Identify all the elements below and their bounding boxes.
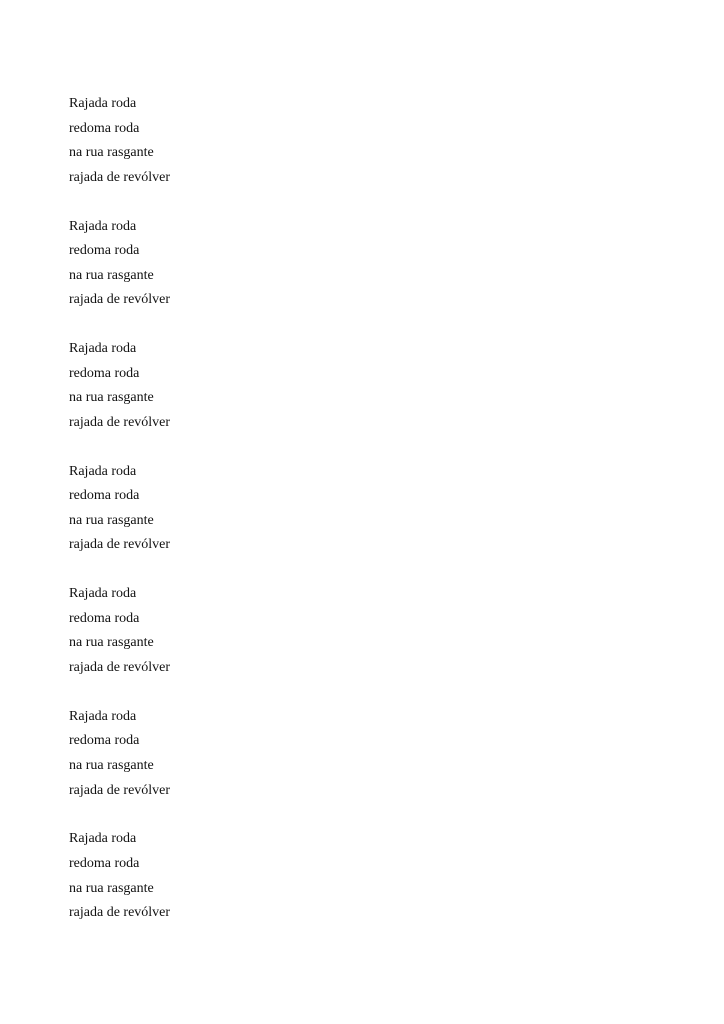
stanza-6 [69,705,170,803]
poem-line: na rua rasgante [69,145,154,161]
poem-line: redoma roda [69,733,140,749]
stanza-3 [69,337,170,435]
stanza-1 [69,92,170,190]
poem-line: Rajada roda [69,341,137,357]
poem-line: redoma roda [69,855,140,871]
poem-line: na rua rasgante [69,880,154,896]
poem-line: na rua rasgante [69,635,154,651]
poem-line: redoma roda [69,243,140,259]
poem-line: rajada de revólver [69,169,171,185]
poem-line: rajada de revólver [69,905,171,921]
poem-line: na rua rasgante [69,267,154,283]
poem-line: na rua rasgante [69,390,154,406]
poem-line: rajada de revólver [69,537,171,553]
poem-line: Rajada roda [69,708,137,724]
stanza-7 [69,827,170,925]
stanza-5 [69,582,170,680]
poem-line: redoma roda [69,365,140,381]
poem-line: Rajada roda [69,463,137,479]
poem-line: Rajada roda [69,96,137,111]
stanza-2 [69,215,170,313]
poem-line: rajada de revólver [69,660,171,676]
poem-line: rajada de revólver [69,782,171,798]
poem-line: rajada de revólver [69,414,171,430]
poem-line: redoma roda [69,120,140,136]
poem-line: Rajada roda [69,831,137,847]
poem-text [69,92,170,950]
poem-line: Rajada roda [69,586,137,602]
poem-line: redoma roda [69,488,140,504]
poem-line: redoma roda [69,610,140,626]
stanza-4 [69,460,170,558]
poem-line: na rua rasgante [69,758,154,773]
poem-line: na rua rasgante [69,512,154,528]
poem-line: rajada de revólver [69,292,171,308]
poem-line: Rajada roda [69,218,137,234]
